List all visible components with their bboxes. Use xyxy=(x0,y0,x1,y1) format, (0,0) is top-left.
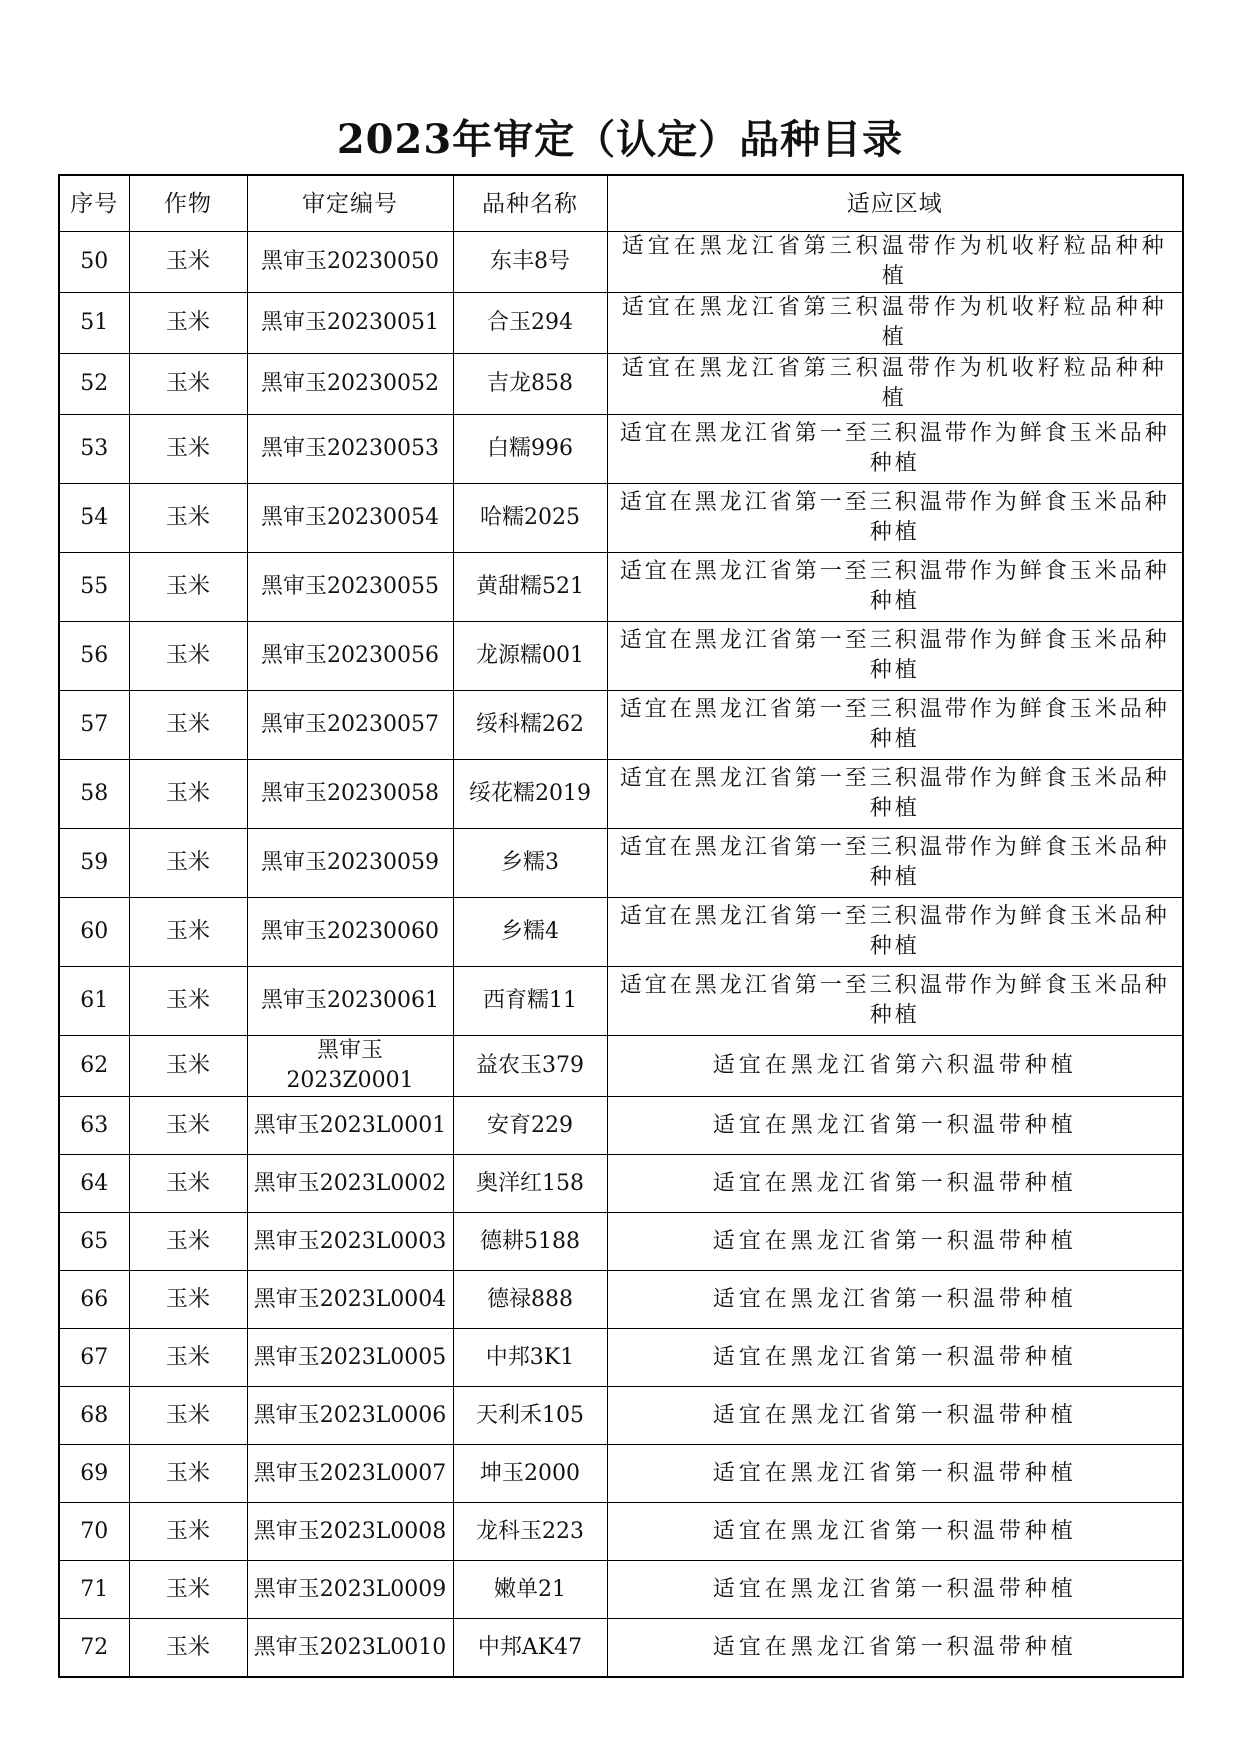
cell-seq: 59 xyxy=(59,829,129,898)
cell-code: 黑审玉20230061 xyxy=(247,967,453,1036)
cell-variety: 哈糯2025 xyxy=(453,484,607,553)
table-row xyxy=(59,760,1183,829)
cell-crop: 玉米 xyxy=(129,1036,247,1097)
cell-crop: 玉米 xyxy=(129,1213,247,1271)
cell-seq: 68 xyxy=(59,1387,129,1445)
table-row xyxy=(59,1329,1183,1387)
cell-code: 黑审玉20230056 xyxy=(247,622,453,691)
cell-region: 适宜在黑龙江省第一至三积温带作为鲜食玉米品种种植 xyxy=(607,415,1183,484)
cell-region: 适宜在黑龙江省第一积温带种植 xyxy=(607,1329,1183,1387)
cell-variety: 坤玉2000 xyxy=(453,1445,607,1503)
cell-code: 黑审玉20230051 xyxy=(247,293,453,354)
cell-crop: 玉米 xyxy=(129,1329,247,1387)
cell-region: 适宜在黑龙江省第三积温带作为机收籽粒品种种植 xyxy=(607,293,1183,354)
cell-code: 黑审玉20230060 xyxy=(247,898,453,967)
cell-crop: 玉米 xyxy=(129,553,247,622)
cell-seq: 71 xyxy=(59,1561,129,1619)
cell-region: 适宜在黑龙江省第一至三积温带作为鲜食玉米品种种植 xyxy=(607,484,1183,553)
cell-region: 适宜在黑龙江省第一至三积温带作为鲜食玉米品种种植 xyxy=(607,967,1183,1036)
cell-variety: 中邦3K1 xyxy=(453,1329,607,1387)
cell-code: 黑审玉2023L0009 xyxy=(247,1561,453,1619)
header-variety: 品种名称 xyxy=(453,175,607,232)
table-body xyxy=(59,232,1183,1678)
cell-region: 适宜在黑龙江省第一至三积温带作为鲜食玉米品种种植 xyxy=(607,691,1183,760)
table-row xyxy=(59,1619,1183,1678)
cell-crop: 玉米 xyxy=(129,1097,247,1155)
cell-seq: 58 xyxy=(59,760,129,829)
cell-crop: 玉米 xyxy=(129,1155,247,1213)
cell-crop: 玉米 xyxy=(129,232,247,293)
cell-code: 黑审玉2023Z0001 xyxy=(247,1036,453,1097)
table-row xyxy=(59,232,1183,293)
cell-region: 适宜在黑龙江省第一积温带种植 xyxy=(607,1503,1183,1561)
cell-region: 适宜在黑龙江省第一至三积温带作为鲜食玉米品种种植 xyxy=(607,760,1183,829)
cell-seq: 51 xyxy=(59,293,129,354)
cell-crop: 玉米 xyxy=(129,415,247,484)
table-row xyxy=(59,1561,1183,1619)
table-row xyxy=(59,622,1183,691)
table-row xyxy=(59,553,1183,622)
table-row xyxy=(59,691,1183,760)
cell-crop: 玉米 xyxy=(129,1271,247,1329)
cell-region: 适宜在黑龙江省第一至三积温带作为鲜食玉米品种种植 xyxy=(607,898,1183,967)
cell-variety: 嫩单21 xyxy=(453,1561,607,1619)
cell-code: 黑审玉20230050 xyxy=(247,232,453,293)
header-seq: 序号 xyxy=(59,175,129,232)
table-row xyxy=(59,967,1183,1036)
cell-region: 适宜在黑龙江省第一积温带种植 xyxy=(607,1155,1183,1213)
cell-variety: 绥花糯2019 xyxy=(453,760,607,829)
cell-crop: 玉米 xyxy=(129,1561,247,1619)
cell-region: 适宜在黑龙江省第一积温带种植 xyxy=(607,1561,1183,1619)
cell-variety: 合玉294 xyxy=(453,293,607,354)
cell-variety: 西育糯11 xyxy=(453,967,607,1036)
cell-seq: 72 xyxy=(59,1619,129,1678)
cell-region: 适宜在黑龙江省第一积温带种植 xyxy=(607,1213,1183,1271)
cell-region: 适宜在黑龙江省第一积温带种植 xyxy=(607,1445,1183,1503)
cell-variety: 天利禾105 xyxy=(453,1387,607,1445)
cell-variety: 白糯996 xyxy=(453,415,607,484)
cell-variety: 龙源糯001 xyxy=(453,622,607,691)
table-row xyxy=(59,1387,1183,1445)
cell-region: 适宜在黑龙江省第三积温带作为机收籽粒品种种植 xyxy=(607,232,1183,293)
cell-code: 黑审玉20230059 xyxy=(247,829,453,898)
cell-variety: 益农玉379 xyxy=(453,1036,607,1097)
cell-variety: 乡糯3 xyxy=(453,829,607,898)
cell-code: 黑审玉2023L0010 xyxy=(247,1619,453,1678)
cell-crop: 玉米 xyxy=(129,829,247,898)
cell-crop: 玉米 xyxy=(129,484,247,553)
cell-variety: 乡糯4 xyxy=(453,898,607,967)
cell-seq: 52 xyxy=(59,354,129,415)
cell-region: 适宜在黑龙江省第一积温带种植 xyxy=(607,1271,1183,1329)
cell-region: 适宜在黑龙江省第一积温带种植 xyxy=(607,1387,1183,1445)
table-row xyxy=(59,829,1183,898)
page-title: 2023年审定（认定）品种目录 xyxy=(336,116,904,163)
cell-crop: 玉米 xyxy=(129,1619,247,1678)
cell-seq: 50 xyxy=(59,232,129,293)
cell-crop: 玉米 xyxy=(129,1445,247,1503)
cell-code: 黑审玉2023L0007 xyxy=(247,1445,453,1503)
cell-variety: 德禄888 xyxy=(453,1271,607,1329)
cell-seq: 56 xyxy=(59,622,129,691)
header-region: 适应区域 xyxy=(607,175,1183,232)
variety-catalog-table xyxy=(58,174,1184,1678)
cell-crop: 玉米 xyxy=(129,354,247,415)
cell-seq: 55 xyxy=(59,553,129,622)
cell-region: 适宜在黑龙江省第一至三积温带作为鲜食玉米品种种植 xyxy=(607,622,1183,691)
cell-code: 黑审玉2023L0006 xyxy=(247,1387,453,1445)
cell-seq: 70 xyxy=(59,1503,129,1561)
table-row xyxy=(59,1213,1183,1271)
cell-region: 适宜在黑龙江省第一至三积温带作为鲜食玉米品种种植 xyxy=(607,553,1183,622)
cell-code: 黑审玉2023L0002 xyxy=(247,1155,453,1213)
cell-crop: 玉米 xyxy=(129,1503,247,1561)
table-row xyxy=(59,415,1183,484)
cell-seq: 61 xyxy=(59,967,129,1036)
table-row xyxy=(59,354,1183,415)
table-row xyxy=(59,1097,1183,1155)
cell-variety: 德耕5188 xyxy=(453,1213,607,1271)
cell-code: 黑审玉2023L0003 xyxy=(247,1213,453,1271)
cell-crop: 玉米 xyxy=(129,691,247,760)
table-row xyxy=(59,293,1183,354)
cell-crop: 玉米 xyxy=(129,967,247,1036)
cell-variety: 东丰8号 xyxy=(453,232,607,293)
table-row xyxy=(59,1503,1183,1561)
table-row xyxy=(59,1155,1183,1213)
table-row xyxy=(59,484,1183,553)
header-crop: 作物 xyxy=(129,175,247,232)
cell-code: 黑审玉2023L0008 xyxy=(247,1503,453,1561)
header-code: 审定编号 xyxy=(247,175,453,232)
table-header-row xyxy=(59,175,1183,232)
table-row xyxy=(59,898,1183,967)
cell-variety: 安育229 xyxy=(453,1097,607,1155)
cell-seq: 53 xyxy=(59,415,129,484)
cell-variety: 奥洋红158 xyxy=(453,1155,607,1213)
table-row xyxy=(59,1445,1183,1503)
cell-variety: 黄甜糯521 xyxy=(453,553,607,622)
cell-region: 适宜在黑龙江省第六积温带种植 xyxy=(607,1036,1183,1097)
cell-seq: 62 xyxy=(59,1036,129,1097)
cell-code: 黑审玉20230052 xyxy=(247,354,453,415)
table-row xyxy=(59,1036,1183,1097)
cell-code: 黑审玉20230058 xyxy=(247,760,453,829)
cell-variety: 绥科糯262 xyxy=(453,691,607,760)
cell-seq: 64 xyxy=(59,1155,129,1213)
cell-crop: 玉米 xyxy=(129,622,247,691)
cell-region: 适宜在黑龙江省第三积温带作为机收籽粒品种种植 xyxy=(607,354,1183,415)
cell-code: 黑审玉20230054 xyxy=(247,484,453,553)
cell-variety: 中邦AK47 xyxy=(453,1619,607,1678)
cell-region: 适宜在黑龙江省第一积温带种植 xyxy=(607,1097,1183,1155)
cell-code: 黑审玉2023L0005 xyxy=(247,1329,453,1387)
cell-seq: 57 xyxy=(59,691,129,760)
cell-region: 适宜在黑龙江省第一积温带种植 xyxy=(607,1619,1183,1678)
cell-crop: 玉米 xyxy=(129,1387,247,1445)
cell-seq: 54 xyxy=(59,484,129,553)
cell-seq: 66 xyxy=(59,1271,129,1329)
cell-crop: 玉米 xyxy=(129,898,247,967)
cell-seq: 69 xyxy=(59,1445,129,1503)
cell-code: 黑审玉20230055 xyxy=(247,553,453,622)
cell-crop: 玉米 xyxy=(129,760,247,829)
table-row xyxy=(59,1271,1183,1329)
cell-code: 黑审玉20230057 xyxy=(247,691,453,760)
cell-seq: 67 xyxy=(59,1329,129,1387)
cell-crop: 玉米 xyxy=(129,293,247,354)
cell-variety: 龙科玉223 xyxy=(453,1503,607,1561)
cell-region: 适宜在黑龙江省第一至三积温带作为鲜食玉米品种种植 xyxy=(607,829,1183,898)
cell-seq: 65 xyxy=(59,1213,129,1271)
cell-code: 黑审玉20230053 xyxy=(247,415,453,484)
cell-code: 黑审玉2023L0001 xyxy=(247,1097,453,1155)
cell-code: 黑审玉2023L0004 xyxy=(247,1271,453,1329)
cell-seq: 63 xyxy=(59,1097,129,1155)
cell-variety: 吉龙858 xyxy=(453,354,607,415)
cell-seq: 60 xyxy=(59,898,129,967)
